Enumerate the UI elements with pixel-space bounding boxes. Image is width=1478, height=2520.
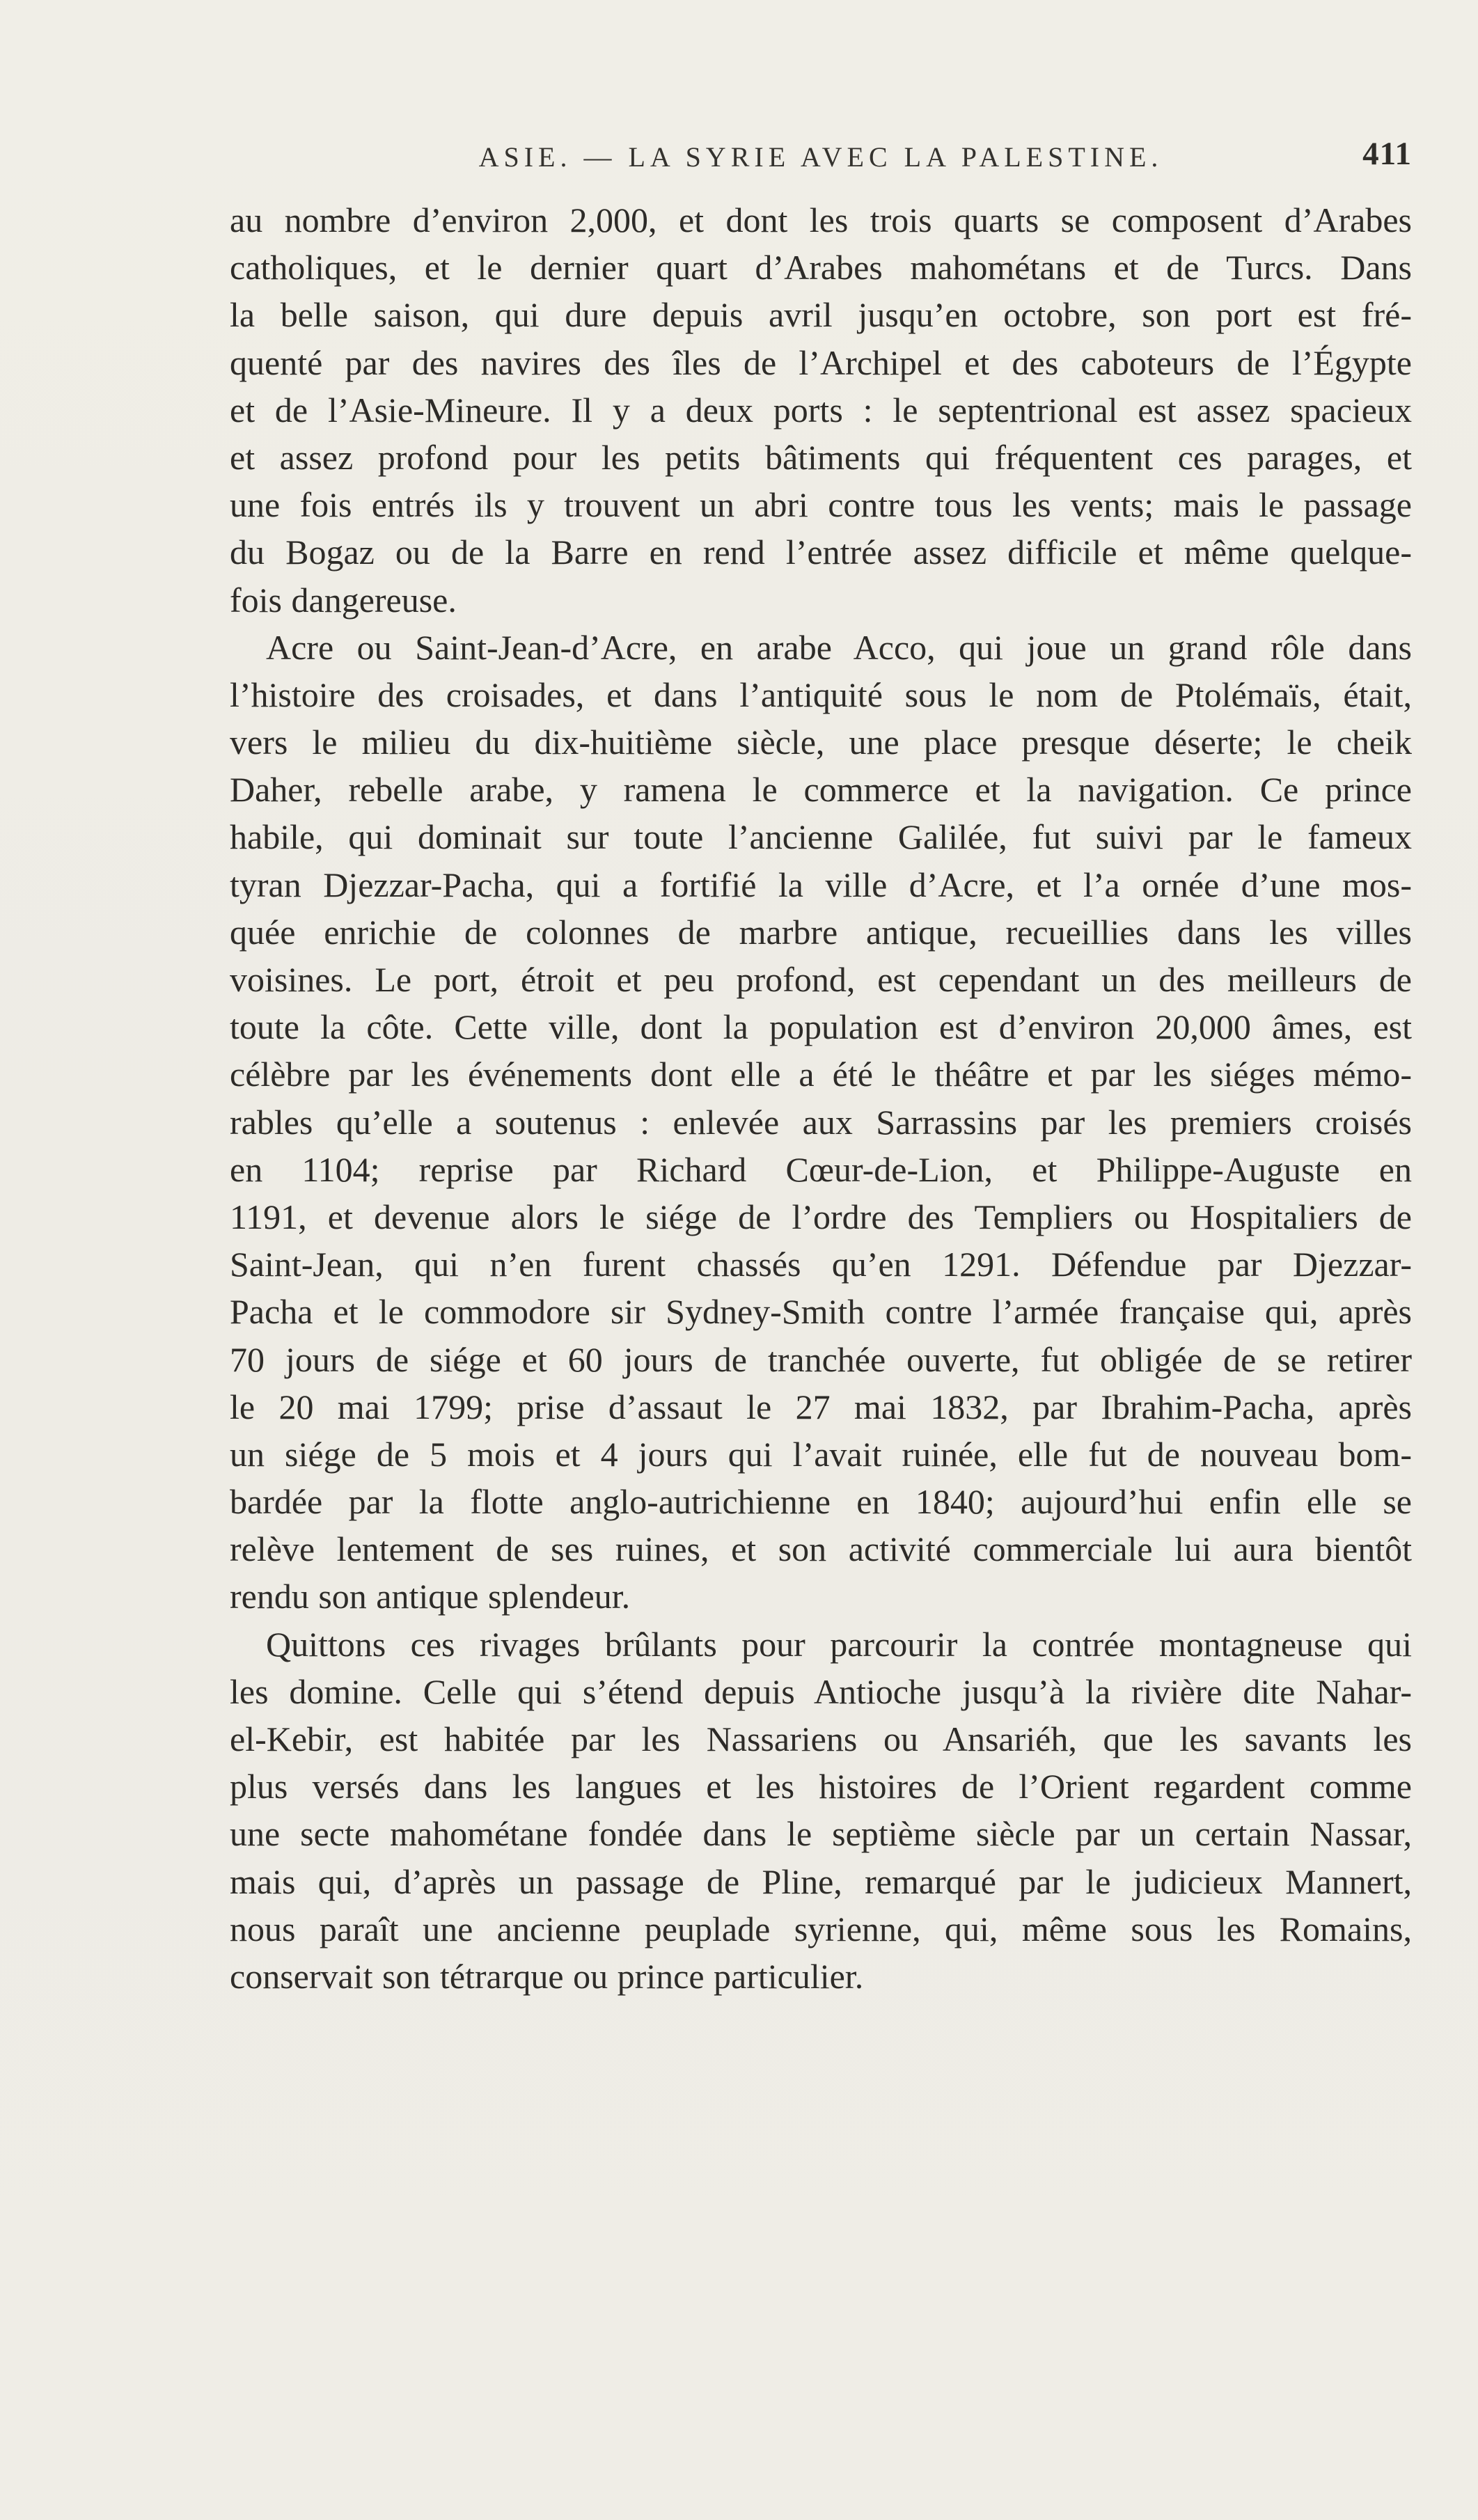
text-line-17: voisines. Le port, étroit et peu profond, est cependant un des meilleurs de [230,960,1412,999]
text-line-31: Quittons ces rivages brûlants pour parcourir la contrée montagneuse qui [266,1624,1412,1664]
text-line-6: et assez profond pour les petits bâtiments qui fréquentent ces parages, et [230,437,1412,477]
text-line-36: mais qui, d’après un passage de Pline, remarqué par le judicieux Mannert, [230,1861,1412,1901]
text-line-32: les domine. Celle qui s’étend depuis Antioche jusqu’à la rivière dite Nahar- [230,1671,1412,1711]
text-line-20: rables qu’elle a soutenus : enlevée aux Sarrassins par les premiers croisés [230,1102,1412,1142]
text-line-3: la belle saison, qui dure depuis avril jusqu’en octobre, son port est fré- [230,295,1412,335]
text-line-34: plus versés dans les langues et les histoires de l’Orient regardent comme [230,1767,1412,1806]
text-line-7: une fois entrés ils y trouvent un abri contre tous les vents; mais le passage [230,485,1412,525]
text-line-30: rendu son antique splendeur. [230,1577,631,1616]
text-line-21: en 1104; reprise par Richard Cœur-de-Lion, et Philippe-Auguste en [230,1149,1412,1189]
text-line-33: el-Kebir, est habitée par les Nassariens ou Ansariéh, que les savants les [230,1719,1412,1758]
text-line-1: au nombre d’environ 2,000, et dont les trois quarts se composent d’Arabes [230,200,1412,239]
text-line-38: conservait son tétrarque ou prince particulier. [230,1956,864,1996]
running-title: ASIE. — LA SYRIE AVEC LA PALESTINE. [478,141,1163,173]
text-line-23: Saint-Jean, qui n’en furent chassés qu’en 1291. Défendue par Djezzar- [230,1245,1412,1284]
text-line-24: Pacha et le commodore sir Sydney-Smith contre l’armée française qui, après [230,1292,1412,1332]
text-line-27: un siége de 5 mois et 4 jours qui l’avait ruinée, elle fut de nouveau bom- [230,1434,1412,1474]
page-number: 411 [1362,136,1412,172]
text-line-26: le 20 mai 1799; prise d’assaut le 27 mai 1832, par Ibrahim-Pacha, après [230,1387,1412,1426]
text-line-2: catholiques, et le dernier quart d’Arabes mahométans et de Turcs. Dans [230,248,1412,288]
text-line-9: fois dangereuse. [230,580,457,620]
text-line-14: habile, qui dominait sur toute l’ancienne Galilée, fut suivi par le fameux [230,817,1412,857]
text-line-25: 70 jours de siége et 60 jours de tranchée ouverte, fut obligée de se retirer [230,1339,1412,1379]
text-line-28: bardée par la flotte anglo-autrichienne en 1840; aujourd’hui enfin elle se [230,1482,1412,1522]
text-line-22: 1191, et devenue alors le siége de l’ordre des Templiers ou Hospitaliers de [230,1197,1412,1236]
text-line-13: Daher, rebelle arabe, y ramena le commerce et la navigation. Ce prince [230,770,1412,810]
text-line-37: nous paraît une ancienne peuplade syrienne, qui, même sous les Romains, [230,1909,1412,1948]
text-line-29: relève lentement de ses ruines, et son activité commerciale lui aura bientôt [230,1529,1412,1569]
text-line-12: vers le milieu du dix-huitième siècle, une place presque déserte; le cheik [230,723,1412,762]
text-line-5: et de l’Asie-Mineure. Il y a deux ports : le septentrional est assez spacieux [230,390,1412,430]
text-line-16: quée enrichie de colonnes de marbre antique, recueillies dans les villes [230,912,1412,952]
text-line-11: l’histoire des croisades, et dans l’antiquité sous le nom de Ptolémaïs, était, [230,675,1412,714]
text-line-8: du Bogaz ou de la Barre en rend l’entrée assez difficile et même quelque- [230,533,1412,572]
text-line-10: Acre ou Saint-Jean-d’Acre, en arabe Acco, qui joue un grand rôle dans [266,627,1412,667]
text-line-35: une secte mahométane fondée dans le septième siècle par un certain Nassar, [230,1814,1412,1854]
text-line-18: toute la côte. Cette ville, dont la population est d’environ 20,000 âmes, est [230,1007,1412,1047]
body-text [230,196,1412,2000]
running-head [230,135,1412,184]
text-line-19: célèbre par les événements dont elle a été le théâtre et par les siéges mémo- [230,1055,1412,1094]
text-line-4: quenté par des navires des îles de l’Archipel et des caboteurs de l’Égypte [230,342,1412,382]
text-line-15: tyran Djezzar-Pacha, qui a fortifié la ville d’Acre, et l’a ornée d’une mos- [230,865,1412,904]
